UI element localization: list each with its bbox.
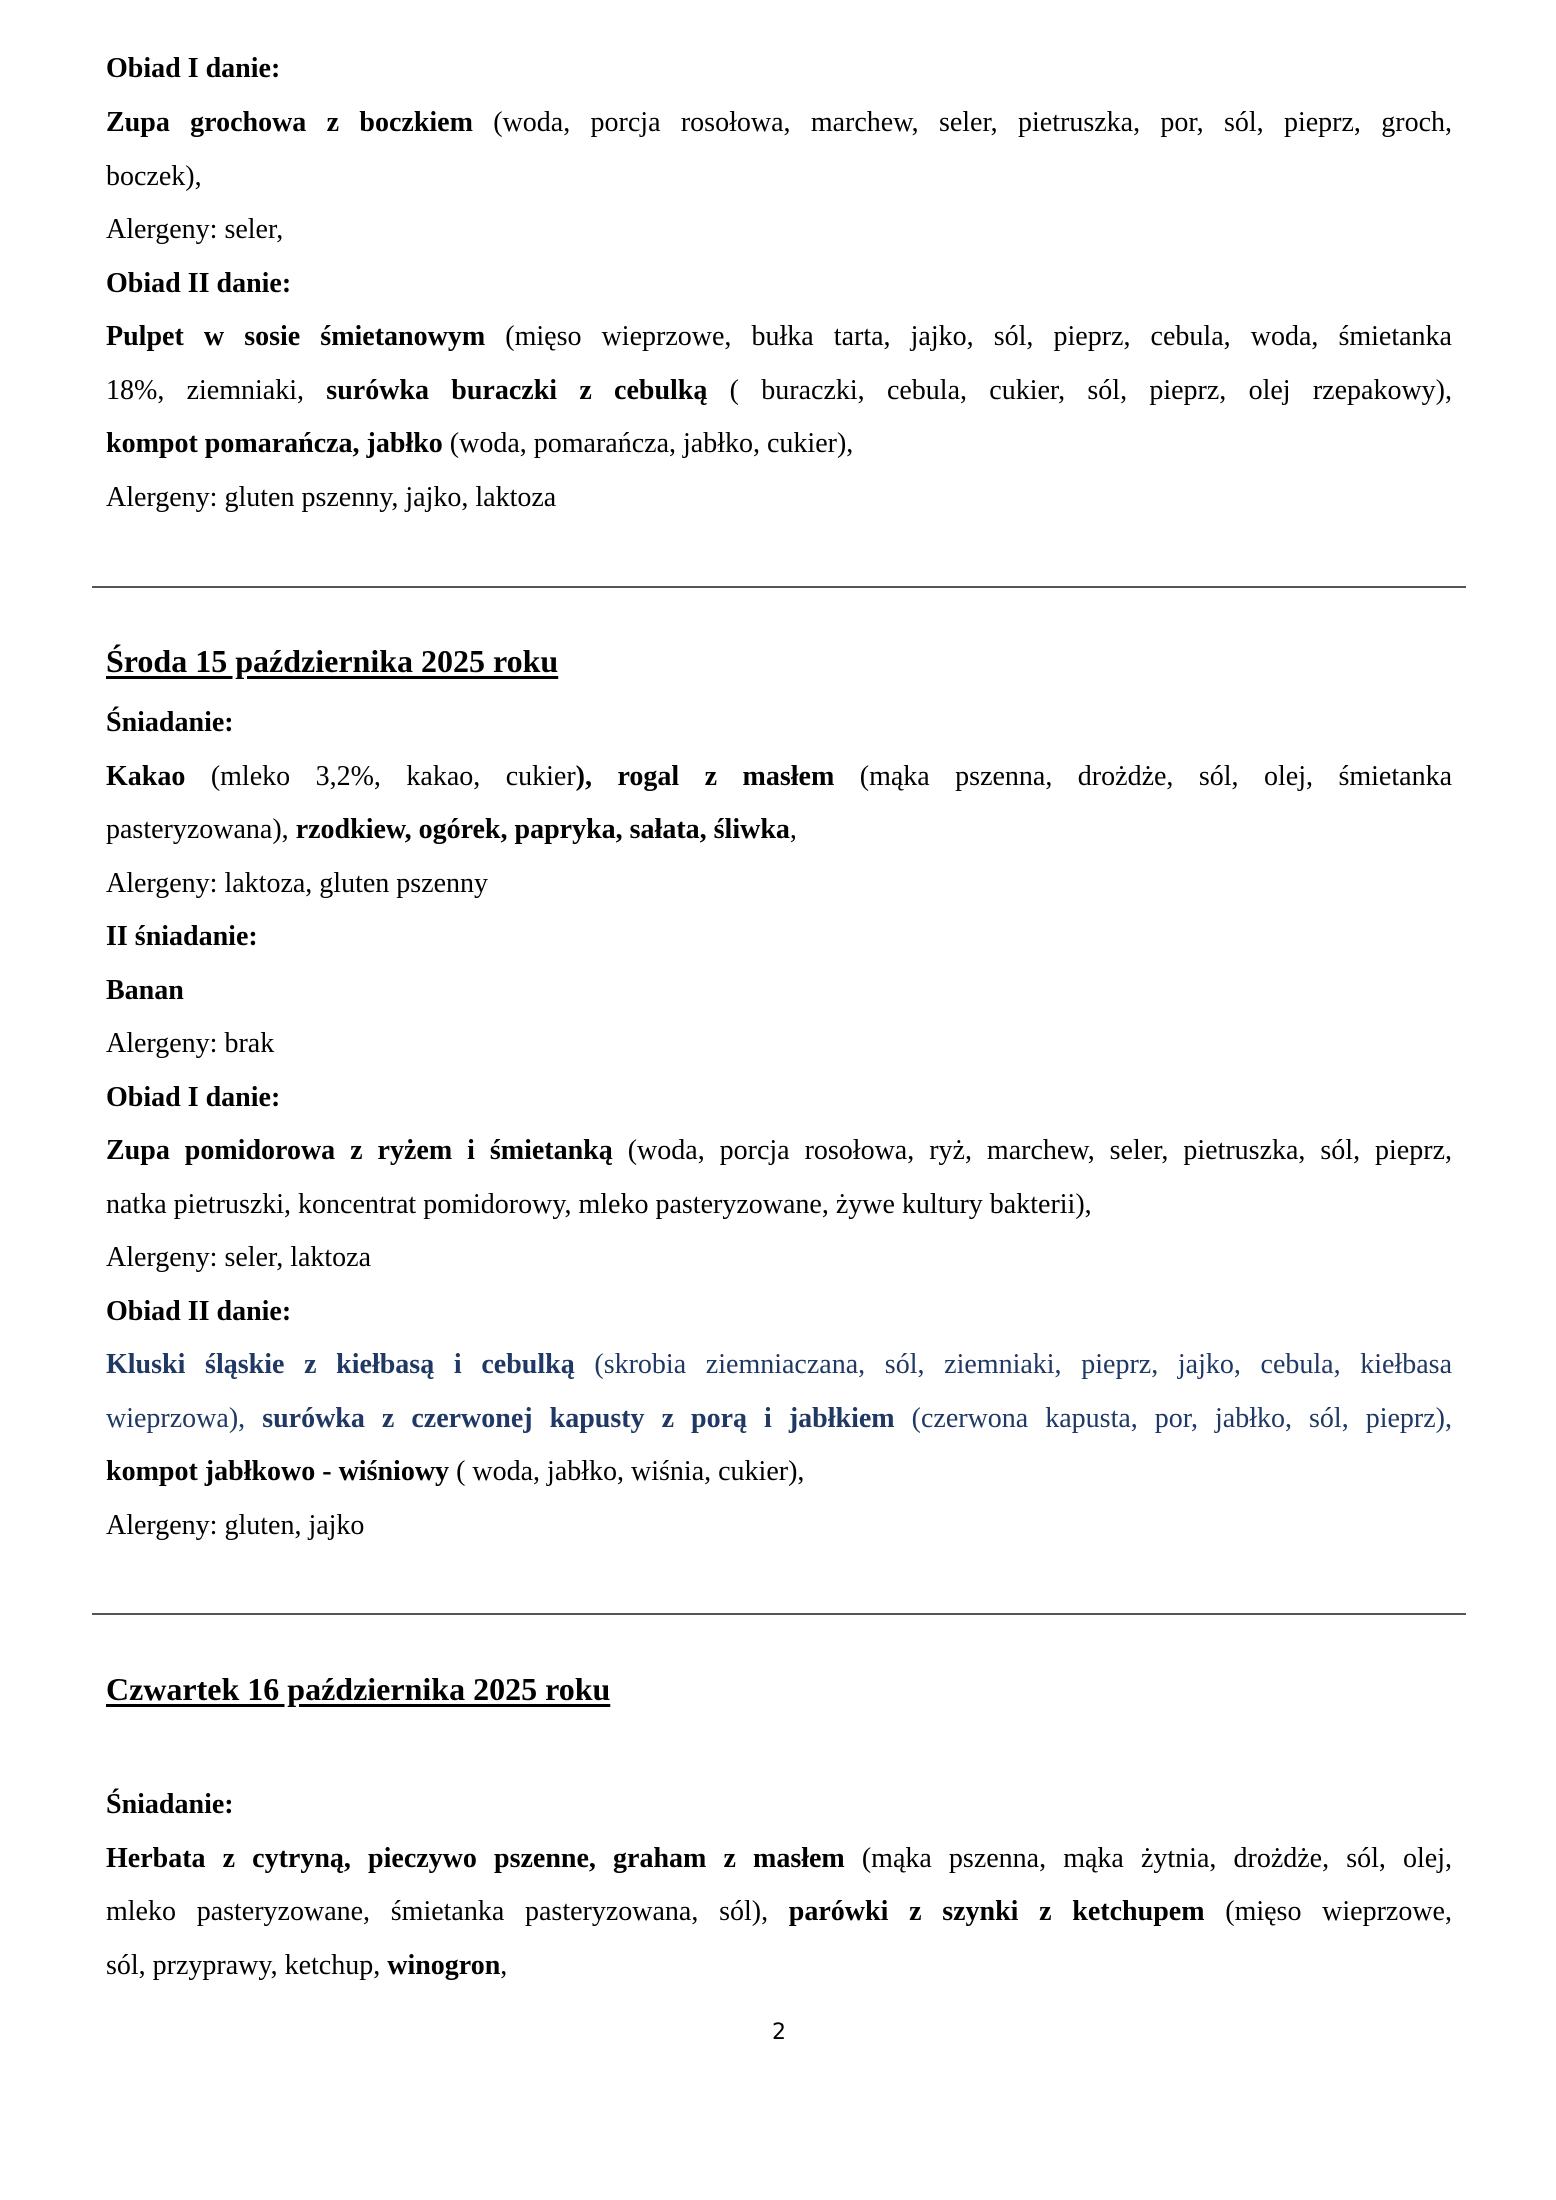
breakfast-label: Śniadanie: [106, 1789, 234, 1820]
page-number: 2 [772, 2020, 786, 2045]
drink-line: kompot pomarańcza, jabłko (woda, pomarańcza, jabłko, cukier), [106, 428, 854, 459]
main-allergens: Alergeny: gluten pszenny, jajko, laktoza [106, 482, 557, 513]
breakfast-line-2: pasteryzowana), rzodkiew, ogórek, papryka, sałata, śliwka, [106, 814, 797, 845]
main-line-1: Pulpet w sosie śmietanowym (mięso wieprzowe, bułka tarta, jajko, sól, pieprz, cebula, woda, śmietanka [106, 321, 1452, 352]
section-divider [92, 1613, 1466, 1615]
dish-name: Zupa grochowa z boczkiem [106, 107, 473, 138]
soup-allergens: Alergeny: seler, laktoza [106, 1242, 372, 1273]
lunch2-label: Obiad II danie: [106, 268, 292, 299]
day-heading: Środa 15 października 2025 roku [106, 643, 559, 679]
soup-allergens: Alergeny: seler, [106, 214, 284, 245]
second-breakfast-allergens: Alergeny: brak [106, 1028, 275, 1059]
day-heading: Czwartek 16 października 2025 roku [106, 1671, 611, 1707]
soup-line-2: boczek), [106, 161, 202, 192]
soup-line-1: Zupa grochowa z boczkiem (woda, porcja rosołowa, marchew, seler, pietruszka, por, sól, pieprz, groch, [106, 107, 1452, 138]
breakfast-line-1: Kakao (mleko 3,2%, kakao, cukier), rogal z masłem (mąka pszenna, drożdże, sól, olej, śmietanka [106, 761, 1452, 792]
soup-line-2: natka pietruszki, koncentrat pomidorowy, mleko pasteryzowane, żywe kultury bakterii), [106, 1189, 1092, 1220]
dish-name: surówka buraczki z cebulką [326, 375, 708, 406]
dish-name: Pulpet w sosie śmietanowym [106, 321, 486, 352]
drink-line: kompot jabłkowo - wiśniowy ( woda, jabłko, wiśnia, cukier), [106, 1456, 805, 1487]
breakfast-line-1: Herbata z cytryną, pieczywo pszenne, graham z masłem (mąka pszenna, mąka żytnia, drożdże, sól, olej, [106, 1843, 1452, 1874]
main-allergens: Alergeny: gluten, jajko [106, 1510, 365, 1541]
main-line-2: wieprzowa), surówka z czerwonej kapusty z porą i jabłkiem (czerwona kapusta, por, jabłko, sól, pieprz), [106, 1403, 1453, 1434]
main-line-2: 18%, ziemniaki, surówka buraczki z cebulką ( buraczki, cebula, cukier, sól, pieprz, olej rzepakowy), [106, 375, 1453, 406]
dish-name: kompot pomarańcza, jabłko [106, 428, 443, 459]
breakfast-line-2: mleko pasteryzowane, śmietanka pasteryzowana, sól), parówki z szynki z ketchupem (mięso wieprzowe, [106, 1896, 1452, 1927]
breakfast-allergens: Alergeny: laktoza, gluten pszenny [106, 868, 489, 899]
second-breakfast-item: Banan [106, 975, 184, 1006]
section-divider [92, 586, 1466, 588]
soup-line-1: Zupa pomidorowa z ryżem i śmietanką (woda, porcja rosołowa, ryż, marchew, seler, pietruszka, sól, pieprz, [106, 1135, 1452, 1166]
breakfast-line-3: sól, przyprawy, ketchup, winogron, [106, 1950, 508, 1981]
lunch1-label: Obiad I danie: [106, 53, 281, 84]
second-breakfast-label: II śniadanie: [106, 921, 258, 952]
lunch1-label: Obiad I danie: [106, 1082, 281, 1113]
breakfast-label: Śniadanie: [106, 707, 234, 738]
lunch2-label: Obiad II danie: [106, 1296, 292, 1327]
main-line-1: Kluski śląskie z kiełbasą i cebulką (skrobia ziemniaczana, sól, ziemniaki, pieprz, jajko, cebula, kiełbasa [106, 1349, 1453, 1380]
